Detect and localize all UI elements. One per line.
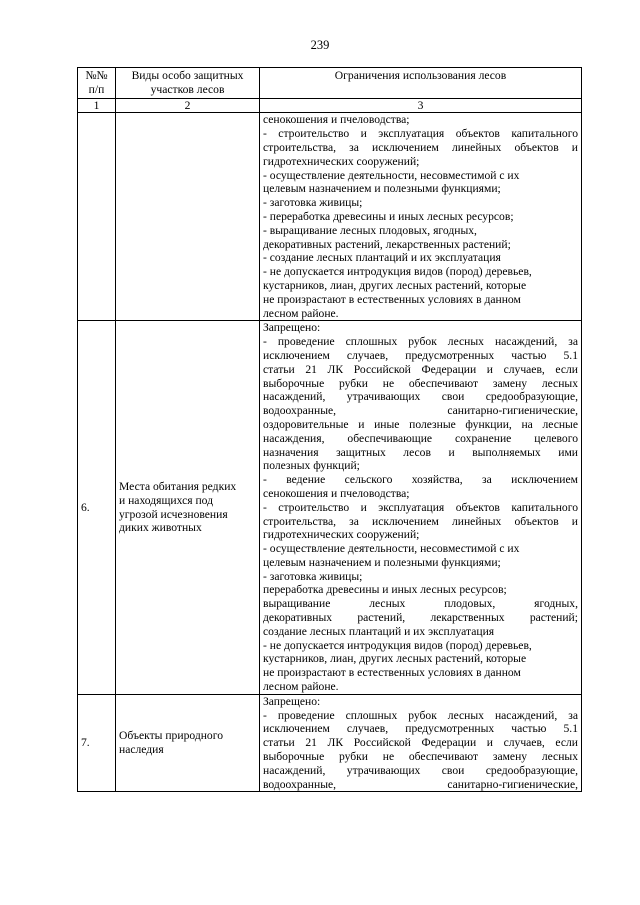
restriction-line: исключением случаев, предусмотренных частью 5.1 [263, 348, 578, 362]
restriction-line: - выращивание лесных плодовых, ягодных, [263, 223, 477, 237]
restriction-line: не произрастают в естественных условиях в данном [263, 666, 521, 680]
restriction-line: статьи 21 ЛК Российской Федерации и случаев, если [263, 362, 578, 376]
header-col-type-line: Виды особо защитных [131, 69, 244, 82]
restriction-line: - заготовка живицы; [263, 569, 363, 583]
zone-type-cell [116, 321, 260, 695]
header-col-type [116, 68, 260, 99]
restriction-line: гидротехнических сооружений; [263, 528, 420, 542]
restriction-line: - не допускается интродукция видов (пород) деревьев, [263, 265, 532, 279]
restriction-line: - осуществление деятельности, несовместимой с их [263, 168, 520, 182]
restriction-line: переработка древесины и иных лесных ресурсов; [263, 583, 507, 597]
restriction-line: исключением случаев, предусмотренных частью 5.1 [263, 722, 578, 736]
restriction-line: - проведение сплошных рубок лесных насаждений, за [263, 708, 578, 722]
zone-type-cell [116, 694, 260, 792]
table-row [78, 694, 582, 792]
restrictions-cell [260, 113, 582, 321]
restriction-line: целевым назначением и полезными функциями; [263, 182, 501, 196]
restriction-line: выращивание лесных плодовых, ягодных, [263, 597, 578, 611]
column-number: 1 [78, 98, 116, 113]
restriction-line: выборочные рубки не обеспечивают замену лесных [263, 376, 578, 390]
row-number [78, 113, 116, 321]
restriction-line: оздоровительные и иные полезные функции, на лесные [263, 417, 578, 431]
restriction-line: кустарников, лиан, других лесных растений, которые [263, 278, 527, 292]
header-col-restrictions: Ограничения использования лесов [260, 68, 582, 99]
column-numbers-row [78, 98, 582, 113]
restriction-line: - не допускается интродукция видов (пород) деревьев, [263, 638, 532, 652]
restriction-line: - ведение сельского хозяйства, за исключением [263, 473, 578, 487]
restriction-line: статьи 21 ЛК Российской Федерации и случаев, если [263, 736, 578, 750]
restriction-line: насаждения, обеспечивающие сохранение целевого [263, 431, 578, 445]
restriction-line: - переработка древесины и иных лесных ресурсов; [263, 209, 514, 223]
restriction-line: создание лесных плантаций и их эксплуатация [263, 624, 495, 638]
restriction-line: Запрещено: [263, 694, 321, 708]
zone-type-line: диких животных [119, 521, 202, 535]
restriction-line: - строительство и эксплуатация объектов капитального [263, 127, 578, 141]
zone-type-line: и находящихся под [119, 493, 214, 507]
restriction-line: Запрещено: [263, 321, 321, 335]
restriction-line: гидротехнических сооружений; [263, 154, 420, 168]
restriction-line: назначения защитных лесов и выполняемых ими [263, 445, 578, 459]
restriction-line: строительства, за исключением линейных объектов и [263, 140, 578, 154]
zone-type-line: угрозой исчезновения [119, 507, 228, 521]
restriction-line: водоохранные, санитарно-гигиенические, [263, 404, 578, 418]
restriction-line: полезных функций; [263, 459, 360, 473]
column-number: 2 [116, 98, 260, 113]
restriction-line: строительства, за исключением линейных объектов и [263, 514, 578, 528]
restriction-line: - создание лесных плантаций и их эксплуатация [263, 251, 501, 265]
restriction-line: выборочные рубки не обеспечивают замену лесных [263, 750, 578, 764]
forest-restrictions-table [77, 67, 582, 792]
restrictions-cell [260, 321, 582, 695]
restriction-line: кустарников, лиан, других лесных растений, которые [263, 652, 527, 666]
restriction-line: целевым назначением и полезными функциями; [263, 555, 501, 569]
restrictions-cell [260, 694, 582, 792]
zone-type-cell [116, 113, 260, 321]
restriction-line: насаждений, утрачивающих свои средообразующие, [263, 390, 578, 404]
header-col-type-line: участков лесов [150, 82, 225, 96]
page-number: 239 [310, 38, 330, 52]
restriction-line: - проведение сплошных рубок лесных насаждений, за [263, 335, 578, 349]
column-number: 3 [260, 98, 582, 113]
restriction-line: - осуществление деятельности, несовместимой с их [263, 542, 520, 556]
header-col-number-line: п/п [88, 82, 105, 96]
restriction-line: насаждений, утрачивающих свои средообразующие, [263, 763, 578, 777]
row-number: 6. [78, 321, 116, 695]
restriction-line: декоративных растений, лекарственных растений; [263, 237, 511, 251]
restriction-line: сенокошения и пчеловодства; [263, 486, 410, 500]
restriction-line: водоохранные, санитарно-гигиенические, [263, 777, 578, 791]
header-col-number [78, 68, 116, 99]
row-number: 7. [78, 694, 116, 792]
zone-type-line: Объекты природного [119, 729, 223, 743]
restriction-line: лесном районе. [263, 680, 339, 694]
table-row [78, 321, 582, 695]
table-header-row [78, 68, 582, 99]
table-row [78, 113, 582, 321]
restriction-line: сенокошения и пчеловодства; [263, 113, 410, 127]
restriction-line: - заготовка живицы; [263, 196, 363, 210]
restriction-line: - строительство и эксплуатация объектов капитального [263, 500, 578, 514]
header-col-number-line: №№ [85, 69, 108, 82]
restriction-line: декоративных растений, лекарственных растений; [263, 611, 578, 625]
restriction-line: не произрастают в естественных условиях в данном [263, 292, 521, 306]
restriction-line: лесном районе. [263, 306, 339, 320]
zone-type-line: Места обитания редких [119, 480, 237, 493]
zone-type-line: наследия [119, 743, 164, 757]
